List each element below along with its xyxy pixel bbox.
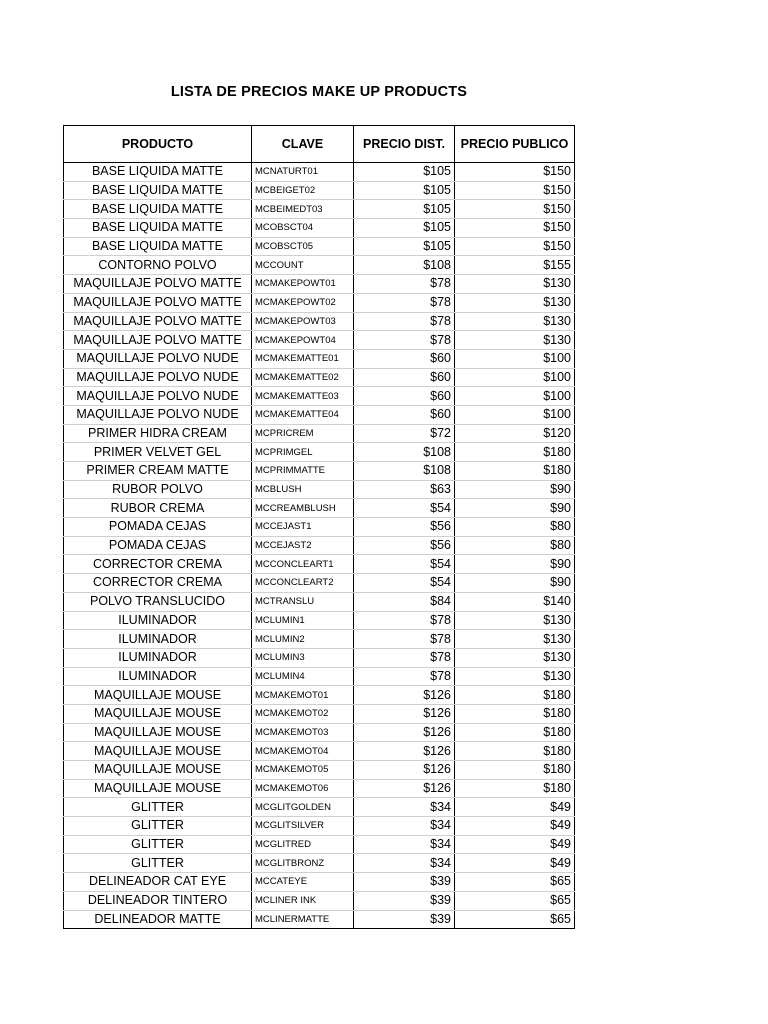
cell-producto: PRIMER HIDRA CREAM (64, 424, 252, 443)
cell-precio-dist: $78 (354, 293, 455, 312)
cell-producto: MAQUILLAJE MOUSE (64, 742, 252, 761)
cell-precio-dist: $78 (354, 611, 455, 630)
table-row (64, 219, 575, 238)
table-row (64, 256, 575, 275)
cell-producto: POLVO TRANSLUCIDO (64, 592, 252, 611)
cell-producto: MAQUILLAJE POLVO MATTE (64, 312, 252, 331)
page-title: LISTA DE PRECIOS MAKE UP PRODUCTS (170, 84, 468, 100)
table-row (64, 704, 575, 723)
cell-precio-dist: $78 (354, 312, 455, 331)
table-row (64, 742, 575, 761)
cell-precio-dist: $126 (354, 761, 455, 780)
table-row (64, 462, 575, 481)
table-row (64, 275, 575, 294)
cell-precio-dist: $78 (354, 630, 455, 649)
cell-producto: PRIMER VELVET GEL (64, 443, 252, 462)
cell-precio-publico: $90 (455, 499, 575, 518)
cell-producto: BASE LIQUIDA MATTE (64, 200, 252, 219)
cell-clave: MCMAKEMOT06 (252, 779, 354, 798)
cell-precio-publico: $130 (455, 630, 575, 649)
table-row (64, 686, 575, 705)
cell-clave: MCMAKEPOWT04 (252, 331, 354, 350)
cell-precio-dist: $60 (354, 349, 455, 368)
cell-clave: MCMAKEMATTE02 (252, 368, 354, 387)
cell-precio-dist: $54 (354, 499, 455, 518)
cell-precio-publico: $130 (455, 331, 575, 350)
cell-precio-publico: $180 (455, 779, 575, 798)
cell-producto: ILUMINADOR (64, 630, 252, 649)
header-precio-dist: PRECIO DIST. (354, 126, 455, 163)
cell-precio-dist: $108 (354, 462, 455, 481)
cell-clave: MCCONCLEART1 (252, 555, 354, 574)
header-clave: CLAVE (252, 126, 354, 163)
cell-clave: MCBEIMEDT03 (252, 200, 354, 219)
cell-precio-dist: $34 (354, 854, 455, 873)
cell-precio-publico: $90 (455, 555, 575, 574)
cell-producto: MAQUILLAJE POLVO MATTE (64, 293, 252, 312)
cell-precio-dist: $105 (354, 219, 455, 238)
cell-precio-dist: $105 (354, 200, 455, 219)
table-row (64, 779, 575, 798)
cell-clave: MCMAKEPOWT03 (252, 312, 354, 331)
cell-precio-publico: $100 (455, 387, 575, 406)
cell-precio-publico: $155 (455, 256, 575, 275)
cell-producto: MAQUILLAJE POLVO NUDE (64, 368, 252, 387)
cell-clave: MCLUMIN4 (252, 667, 354, 686)
table-row (64, 761, 575, 780)
cell-clave: MCBLUSH (252, 480, 354, 499)
price-table (63, 125, 575, 929)
cell-clave: MCMAKEPOWT01 (252, 275, 354, 294)
table-row (64, 163, 575, 182)
cell-producto: MAQUILLAJE POLVO NUDE (64, 349, 252, 368)
table-row (64, 349, 575, 368)
table-row (64, 293, 575, 312)
cell-precio-publico: $180 (455, 761, 575, 780)
table-row (64, 910, 575, 929)
header-precio-publico: PRECIO PUBLICO (455, 126, 575, 163)
cell-producto: GLITTER (64, 835, 252, 854)
cell-producto: CORRECTOR CREMA (64, 555, 252, 574)
cell-precio-publico: $90 (455, 574, 575, 593)
cell-precio-dist: $126 (354, 779, 455, 798)
header-producto: PRODUCTO (64, 126, 252, 163)
table-row (64, 817, 575, 836)
cell-clave: MCCONCLEART2 (252, 574, 354, 593)
cell-clave: MCBEIGET02 (252, 181, 354, 200)
table-row (64, 798, 575, 817)
cell-clave: MCOBSCT05 (252, 237, 354, 256)
cell-producto: ILUMINADOR (64, 648, 252, 667)
table-row (64, 200, 575, 219)
cell-clave: MCGLITRED (252, 835, 354, 854)
cell-producto: DELINEADOR TINTERO (64, 891, 252, 910)
cell-clave: MCCEJAST2 (252, 536, 354, 555)
cell-precio-publico: $130 (455, 312, 575, 331)
cell-precio-dist: $108 (354, 256, 455, 275)
cell-clave: MCOBSCT04 (252, 219, 354, 238)
cell-clave: MCTRANSLU (252, 592, 354, 611)
cell-precio-publico: $49 (455, 854, 575, 873)
cell-clave: MCPRIMMATTE (252, 462, 354, 481)
cell-precio-publico: $65 (455, 873, 575, 892)
cell-clave: MCGLITGOLDEN (252, 798, 354, 817)
cell-producto: MAQUILLAJE MOUSE (64, 779, 252, 798)
cell-producto: RUBOR POLVO (64, 480, 252, 499)
table-row (64, 891, 575, 910)
cell-precio-publico: $130 (455, 667, 575, 686)
cell-precio-dist: $126 (354, 742, 455, 761)
cell-producto: ILUMINADOR (64, 611, 252, 630)
cell-precio-publico: $100 (455, 368, 575, 387)
cell-precio-publico: $130 (455, 293, 575, 312)
cell-clave: MCCEJAST1 (252, 518, 354, 537)
cell-precio-publico: $150 (455, 163, 575, 182)
cell-precio-publico: $150 (455, 200, 575, 219)
cell-precio-dist: $105 (354, 181, 455, 200)
cell-clave: MCMAKEMATTE04 (252, 405, 354, 424)
cell-producto: CONTORNO POLVO (64, 256, 252, 275)
cell-precio-dist: $39 (354, 873, 455, 892)
table-header (64, 126, 575, 163)
cell-producto: DELINEADOR MATTE (64, 910, 252, 929)
cell-producto: BASE LIQUIDA MATTE (64, 237, 252, 256)
cell-clave: MCMAKEPOWT02 (252, 293, 354, 312)
cell-producto: MAQUILLAJE MOUSE (64, 686, 252, 705)
cell-clave: MCGLITBRONZ (252, 854, 354, 873)
cell-precio-publico: $80 (455, 518, 575, 537)
cell-precio-dist: $105 (354, 163, 455, 182)
table-row (64, 630, 575, 649)
table-row (64, 237, 575, 256)
cell-precio-publico: $180 (455, 723, 575, 742)
cell-producto: POMADA CEJAS (64, 536, 252, 555)
table-row (64, 480, 575, 499)
cell-precio-dist: $60 (354, 405, 455, 424)
table-row (64, 723, 575, 742)
cell-clave: MCLUMIN1 (252, 611, 354, 630)
table-row (64, 424, 575, 443)
cell-precio-dist: $39 (354, 891, 455, 910)
cell-precio-publico: $49 (455, 835, 575, 854)
cell-precio-dist: $60 (354, 387, 455, 406)
cell-precio-dist: $63 (354, 480, 455, 499)
cell-precio-publico: $49 (455, 817, 575, 836)
header-row (64, 126, 575, 163)
cell-precio-dist: $72 (354, 424, 455, 443)
cell-precio-dist: $78 (354, 275, 455, 294)
cell-producto: DELINEADOR CAT EYE (64, 873, 252, 892)
cell-precio-dist: $56 (354, 536, 455, 555)
table-row (64, 592, 575, 611)
table-body (64, 163, 575, 929)
cell-precio-dist: $54 (354, 555, 455, 574)
table-row (64, 331, 575, 350)
cell-precio-publico: $180 (455, 686, 575, 705)
cell-precio-publico: $130 (455, 275, 575, 294)
cell-producto: GLITTER (64, 798, 252, 817)
cell-precio-dist: $54 (354, 574, 455, 593)
cell-precio-publico: $90 (455, 480, 575, 499)
cell-precio-dist: $34 (354, 798, 455, 817)
cell-clave: MCLUMIN2 (252, 630, 354, 649)
cell-precio-publico: $130 (455, 648, 575, 667)
cell-clave: MCLINER INK (252, 891, 354, 910)
cell-clave: MCLINERMATTE (252, 910, 354, 929)
cell-precio-dist: $126 (354, 723, 455, 742)
cell-precio-dist: $84 (354, 592, 455, 611)
cell-producto: MAQUILLAJE MOUSE (64, 704, 252, 723)
cell-precio-publico: $180 (455, 462, 575, 481)
cell-precio-dist: $34 (354, 817, 455, 836)
cell-clave: MCCREAMBLUSH (252, 499, 354, 518)
cell-precio-dist: $78 (354, 648, 455, 667)
cell-producto: RUBOR CREMA (64, 499, 252, 518)
cell-precio-publico: $100 (455, 349, 575, 368)
table-row (64, 312, 575, 331)
cell-producto: MAQUILLAJE MOUSE (64, 723, 252, 742)
cell-producto: MAQUILLAJE POLVO MATTE (64, 275, 252, 294)
cell-producto: ILUMINADOR (64, 667, 252, 686)
cell-clave: MCCOUNT (252, 256, 354, 275)
table-row (64, 873, 575, 892)
table-row (64, 835, 575, 854)
cell-precio-dist: $34 (354, 835, 455, 854)
table-row (64, 536, 575, 555)
cell-precio-dist: $126 (354, 704, 455, 723)
cell-clave: MCMAKEMOT05 (252, 761, 354, 780)
cell-producto: PRIMER CREAM MATTE (64, 462, 252, 481)
cell-precio-publico: $150 (455, 237, 575, 256)
cell-precio-publico: $80 (455, 536, 575, 555)
cell-producto: CORRECTOR CREMA (64, 574, 252, 593)
cell-producto: POMADA CEJAS (64, 518, 252, 537)
cell-clave: MCMAKEMOT04 (252, 742, 354, 761)
table-row (64, 181, 575, 200)
cell-precio-publico: $150 (455, 219, 575, 238)
table-row (64, 611, 575, 630)
cell-precio-publico: $100 (455, 405, 575, 424)
table-row (64, 648, 575, 667)
table-row (64, 854, 575, 873)
cell-precio-dist: $126 (354, 686, 455, 705)
cell-clave: MCLUMIN3 (252, 648, 354, 667)
cell-clave: MCGLITSILVER (252, 817, 354, 836)
cell-precio-dist: $78 (354, 667, 455, 686)
cell-clave: MCMAKEMOT02 (252, 704, 354, 723)
cell-clave: MCMAKEMOT01 (252, 686, 354, 705)
cell-producto: BASE LIQUIDA MATTE (64, 219, 252, 238)
cell-clave: MCMAKEMOT03 (252, 723, 354, 742)
cell-producto: GLITTER (64, 854, 252, 873)
cell-clave: MCPRICREM (252, 424, 354, 443)
table-row (64, 368, 575, 387)
cell-precio-dist: $78 (354, 331, 455, 350)
cell-precio-publico: $120 (455, 424, 575, 443)
cell-precio-dist: $39 (354, 910, 455, 929)
cell-precio-publico: $65 (455, 891, 575, 910)
cell-precio-publico: $65 (455, 910, 575, 929)
cell-precio-dist: $105 (354, 237, 455, 256)
cell-precio-dist: $60 (354, 368, 455, 387)
cell-clave: MCNATURT01 (252, 163, 354, 182)
cell-clave: MCMAKEMATTE01 (252, 349, 354, 368)
cell-clave: MCCATEYE (252, 873, 354, 892)
table-row (64, 667, 575, 686)
cell-precio-publico: $180 (455, 443, 575, 462)
cell-precio-dist: $56 (354, 518, 455, 537)
cell-clave: MCMAKEMATTE03 (252, 387, 354, 406)
cell-producto: MAQUILLAJE POLVO NUDE (64, 405, 252, 424)
cell-precio-publico: $130 (455, 611, 575, 630)
cell-precio-dist: $108 (354, 443, 455, 462)
cell-producto: MAQUILLAJE POLVO NUDE (64, 387, 252, 406)
cell-precio-publico: $49 (455, 798, 575, 817)
cell-producto: GLITTER (64, 817, 252, 836)
cell-precio-publico: $180 (455, 742, 575, 761)
cell-producto: BASE LIQUIDA MATTE (64, 181, 252, 200)
cell-clave: MCPRIMGEL (252, 443, 354, 462)
cell-precio-publico: $180 (455, 704, 575, 723)
table-row (64, 443, 575, 462)
table-row (64, 387, 575, 406)
table-row (64, 499, 575, 518)
cell-producto: MAQUILLAJE POLVO MATTE (64, 331, 252, 350)
table-row (64, 555, 575, 574)
cell-precio-publico: $140 (455, 592, 575, 611)
cell-precio-publico: $150 (455, 181, 575, 200)
cell-producto: MAQUILLAJE MOUSE (64, 761, 252, 780)
cell-producto: BASE LIQUIDA MATTE (64, 163, 252, 182)
table-row (64, 574, 575, 593)
table-row (64, 405, 575, 424)
table-row (64, 518, 575, 537)
